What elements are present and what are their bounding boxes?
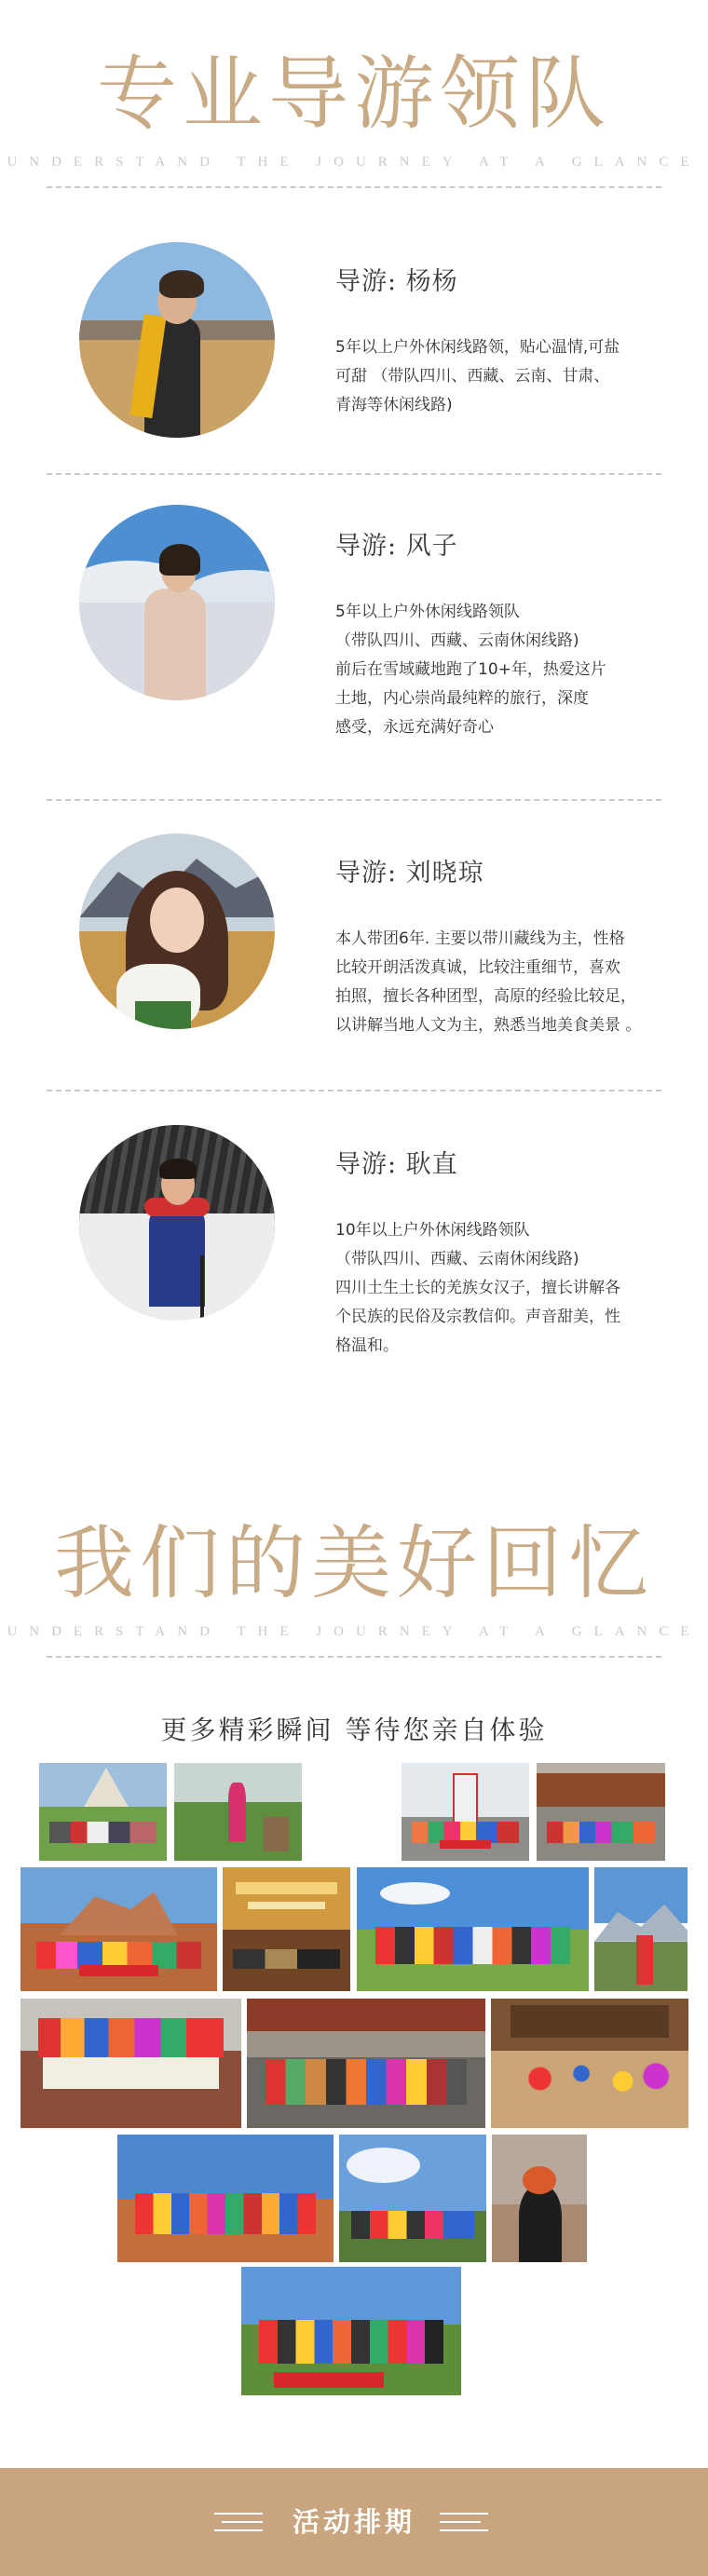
divider	[47, 1656, 661, 1658]
guides-section-subtitle: UNDERSTAND THE JOURNEY AT A GLANCE	[7, 155, 701, 169]
memories-section-title: 我们的美好回忆	[54, 1517, 654, 1610]
guide-description: 本人带团6年. 主要以带川藏线为主，性格 比较开朗活泼真诚，比较注重细节，喜欢 拍照，擅长各种团型，高原的经验比较足， 以讲解当地人文为主，熟悉当地美食美景 。	[335, 929, 642, 1035]
guide-name: 导游: 风子	[335, 532, 458, 561]
memory-photo	[241, 2267, 461, 2395]
guide-name: 导游: 杨杨	[335, 267, 458, 296]
guide-avatar	[79, 834, 275, 1029]
guide-avatar	[79, 242, 275, 438]
memories-tagline: 更多精彩瞬间 等待您亲自体验	[160, 1715, 548, 1745]
memory-photo	[537, 1763, 665, 1861]
memory-photo	[117, 2135, 334, 2262]
decorative-lines-right	[440, 2511, 496, 2533]
guide-card	[0, 1116, 708, 1358]
memory-photo	[39, 1763, 167, 1861]
divider	[47, 799, 661, 801]
guide-card	[0, 824, 708, 1066]
memory-photo	[174, 1763, 302, 1861]
guide-description: 10年以上户外休闲线路领队 （带队四川、西藏、云南休闲线路) 四川土生土长的羌族女汉子，擅长讲解各 个民族的民俗及宗教信仰。声音甜美，性 格温和。	[335, 1221, 620, 1355]
divider	[47, 1090, 661, 1091]
guides-section-title: 专业导游领队	[97, 47, 611, 141]
divider	[47, 186, 661, 188]
memory-photo	[402, 1763, 529, 1861]
memories-section-subtitle: UNDERSTAND THE JOURNEY AT A GLANCE	[7, 1624, 701, 1639]
memory-photo	[223, 1867, 350, 1991]
memory-photo	[247, 1999, 485, 2128]
schedule-label: 活动排期	[292, 2506, 415, 2538]
guide-name: 导游: 刘晓琼	[335, 859, 484, 888]
memory-photo	[357, 1867, 589, 1991]
guide-avatar	[79, 505, 275, 700]
divider	[47, 473, 661, 475]
memory-photo	[339, 2135, 486, 2262]
memory-photo	[20, 1999, 241, 2128]
guide-description: 5年以上户外休闲线路领队 （带队四川、西藏、云南休闲线路) 前后在雪域藏地跑了10+年，热爱这片 土地，内心崇尚最纯粹的旅行，深度 感受，永远充满好奇心	[335, 603, 606, 737]
memory-photo	[20, 1867, 217, 1991]
guide-card	[0, 233, 708, 475]
guide-avatar	[79, 1125, 275, 1321]
memory-photo	[594, 1867, 688, 1991]
guide-description: 5年以上户外休闲线路领，贴心温情,可盐 可甜 （带队四川、西藏、云南、甘肃、 青海等休闲线路)	[335, 338, 620, 414]
memory-photo	[491, 1999, 688, 2128]
guide-card	[0, 494, 708, 736]
guide-name: 导游: 耿直	[335, 1150, 458, 1179]
memory-photo	[492, 2135, 587, 2262]
